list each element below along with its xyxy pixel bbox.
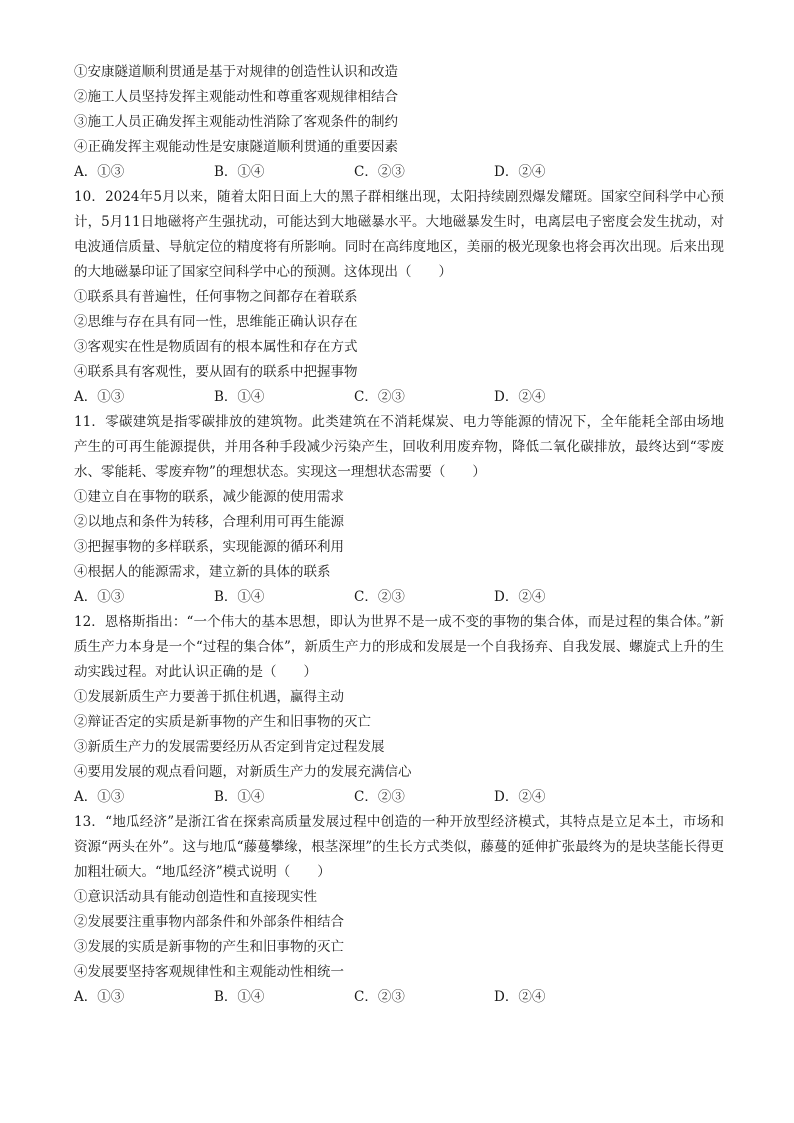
option-line: ③发展的实质是新事物的产生和旧事物的灭亡 — [74, 939, 344, 955]
choice-c: C．②③ — [354, 389, 405, 405]
option-line: ③客观实在性是物质固有的根本属性和存在方式 — [74, 339, 358, 355]
option-line: ③新质生产力的发展需要经历从否定到肯定过程发展 — [74, 739, 385, 755]
choice-c: C．②③ — [354, 789, 405, 805]
option-line: ②辩证否定的实质是新事物的产生和旧事物的灭亡 — [74, 714, 371, 730]
option-line: ④根据人的能源需求，建立新的具体的联系 — [74, 564, 331, 580]
answer-choices — [74, 160, 724, 185]
choice-b: B．①④ — [214, 989, 265, 1005]
choice-d: D．②④ — [494, 164, 546, 180]
answer-choices — [74, 785, 724, 810]
choice-d: D．②④ — [494, 789, 546, 805]
option-line: ④联系具有客观性，要从固有的联系中把握事物 — [74, 364, 358, 380]
question-stem: 12．恩格斯指出：“一个伟大的基本思想，即认为世界不是一成不变的事物的集合体，而是过程的集合体。”新质生产力本身是一个“过程的集合体”，新质生产力的形成和发展是一个自我扬弃、自我发展、螺旋式上升的生动实践过程。对此认识正确的是（ ） — [74, 614, 724, 680]
choice-d: D．②④ — [494, 589, 546, 605]
choice-d: D．②④ — [494, 389, 546, 405]
option-line: ③施工人员正确发挥主观能动性消除了客观条件的制约 — [74, 114, 398, 130]
choice-b: B．①④ — [214, 389, 265, 405]
question-12 — [74, 610, 724, 810]
option-line: ④正确发挥主观能动性是安康隧道顺利贯通的重要因素 — [74, 139, 398, 155]
choice-c: C．②③ — [354, 589, 405, 605]
exam-page — [74, 60, 724, 1010]
choice-a: A．①③ — [74, 389, 125, 405]
choice-a: A．①③ — [74, 989, 125, 1005]
question-9 — [74, 60, 724, 185]
option-line: ①联系具有普遍性，任何事物之间都存在着联系 — [74, 289, 358, 305]
option-line: ②发展要注重事物内部条件和外部条件相结合 — [74, 914, 344, 930]
option-line: ②思维与存在具有同一性，思维能正确认识存在 — [74, 314, 358, 330]
option-line: ①意识活动具有能动创造性和直接现实性 — [74, 889, 317, 905]
choice-a: A．①③ — [74, 789, 125, 805]
choice-a: A．①③ — [74, 164, 125, 180]
option-line: ④要用发展的观点看问题，对新质生产力的发展充满信心 — [74, 764, 412, 780]
question-stem: 11．零碳建筑是指零碳排放的建筑物。此类建筑在不消耗煤炭、电力等能源的情况下，全年能耗全部由场地产生的可再生能源提供，并用各种手段减少污染产生，回收利用废弃物，降低二氧化碳排放，最终达到“零废水、零能耗、零废弃物”的理想状态。实现这一理想状态需要（ ） — [74, 414, 724, 480]
question-13 — [74, 810, 724, 1010]
option-line: ①建立自在事物的联系，减少能源的使用需求 — [74, 489, 344, 505]
question-11 — [74, 410, 724, 610]
option-line: ②施工人员坚持发挥主观能动性和尊重客观规律相结合 — [74, 89, 398, 105]
option-line: ③把握事物的多样联系，实现能源的循环利用 — [74, 539, 344, 555]
choice-a: A．①③ — [74, 589, 125, 605]
choice-b: B．①④ — [214, 164, 265, 180]
option-line: ②以地点和条件为转移，合理利用可再生能源 — [74, 514, 344, 530]
option-line: ④发展要坚持客观规律性和主观能动性相统一 — [74, 964, 344, 980]
choice-c: C．②③ — [354, 989, 405, 1005]
option-line: ①安康隧道顺利贯通是基于对规律的创造性认识和改造 — [74, 64, 398, 80]
choice-b: B．①④ — [214, 789, 265, 805]
choice-d: D．②④ — [494, 989, 546, 1005]
answer-choices — [74, 985, 724, 1010]
choice-b: B．①④ — [214, 589, 265, 605]
choice-c: C．②③ — [354, 164, 405, 180]
question-stem: 10．2024年5月以来，随着太阳日面上大的黑子群相继出现，太阳持续剧烈爆发耀斑。国家空间科学中心预计，5月11日地磁将产生强扰动，可能达到大地磁暴水平。大地磁暴发生时，电离层电子密度会发生扰动，对电波通信质量、导航定位的精度将有所影响。同时在高纬度地区，美丽的极光现象也将会再次出现。后来出现的大地磁暴印证了国家空间科学中心的预测。这体现出（ ） — [74, 189, 724, 280]
question-stem: 13．“地瓜经济”是浙江省在探索高质量发展过程中创造的一种开放型经济模式，其特点是立足本土，市场和资源“两头在外”。这与地瓜“藤蔓攀缘，根茎深埋”的生长方式类似，藤蔓的延伸扩张最终为的是块茎能长得更加粗壮硕大。“地瓜经济”模式说明（ ） — [74, 814, 724, 880]
option-line: ①发展新质生产力要善于抓住机遇，赢得主动 — [74, 689, 344, 705]
answer-choices — [74, 585, 724, 610]
answer-choices — [74, 385, 724, 410]
question-10 — [74, 185, 724, 410]
